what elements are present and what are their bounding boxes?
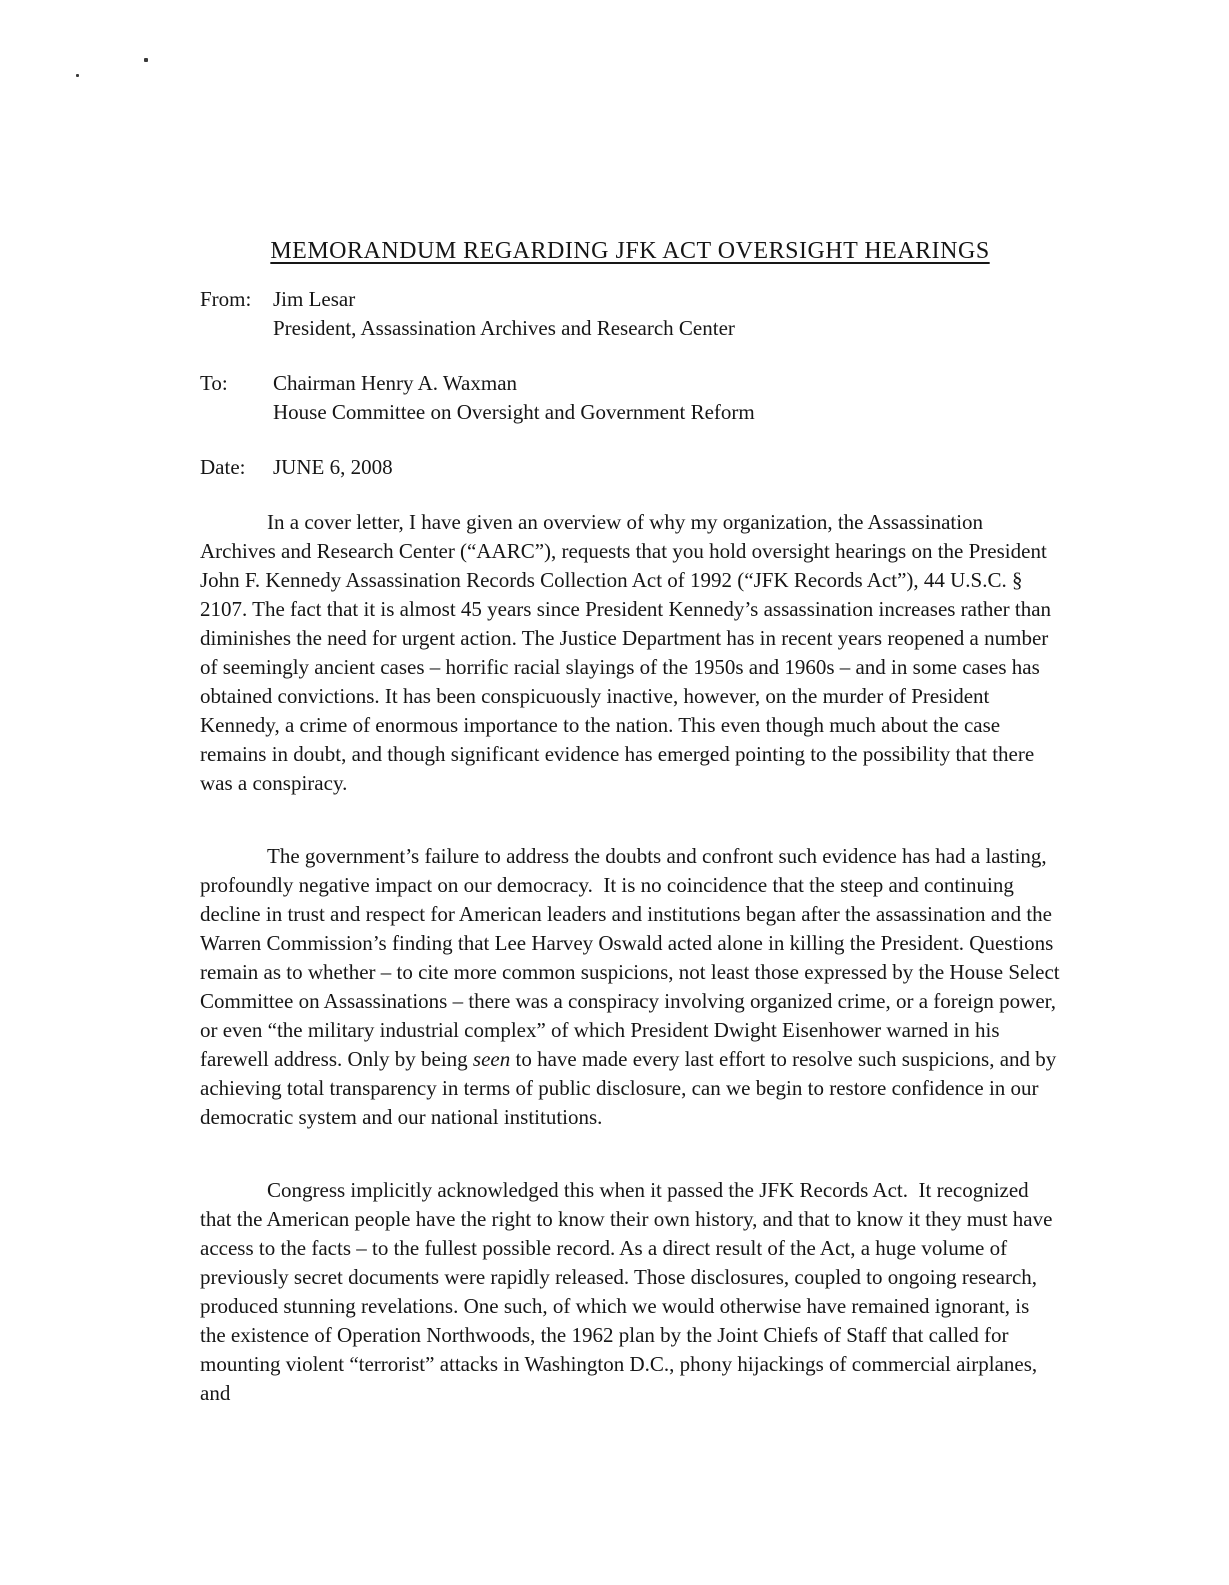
field-value: [273, 453, 1060, 482]
field-value-line: Chairman Henry A. Waxman: [273, 371, 518, 395]
field-label: From:: [200, 287, 252, 311]
field-value-line: JUNE 6, 2008: [273, 455, 393, 479]
paragraph-text: The government’s failure to address the doubts and confront such evidence has had a lasting, profoundly negative impact on our democracy. It is no coincidence that the steep and continuing decline in trust and respect for American leaders and institutions began after the assassination and the Warren Commission’s finding that Lee Harvey Oswald acted alone in killing the President. Questions remain as to whether – to cite more common suspicions, not least those expressed by the House Select Committee on Assassinations – there was a conspiracy involving organized crime, or a foreign power, or even “the military industrial complex” of which President Dwight Eisenhower warned in his farewell address. Only by being: [200, 844, 1065, 1071]
paragraph-text: Congress implicitly acknowledged this when it passed the JFK Records Act. It recognized that the American people have the right to know their own history, and that to know it they must have access to the facts – to the fullest possible record. As a direct result of the Act, a huge volume of previously secret documents were rapidly released. Those disclosures, coupled to ongoing research, produced stunning revelations. One such, of which we would otherwise have remained ignorant, is the existence of Operation Northwoods, the 1962 plan by the Joint Chiefs of Staff that called for mounting violent “terrorist” attacks in Washington D.C., phony hijackings of commercial airplanes, and: [200, 1178, 1058, 1405]
memo-header-fields: [200, 285, 1060, 482]
memo-title: MEMORANDUM REGARDING JFK ACT OVERSIGHT HEARINGS: [270, 238, 990, 264]
field-label: Date:: [200, 455, 246, 479]
memo-field: [200, 285, 1060, 343]
memo-field: [200, 453, 1060, 482]
field-value: [273, 285, 1060, 343]
field-value: [273, 369, 1060, 427]
field-label: To:: [200, 371, 228, 395]
field-value-line: President, Assassination Archives and Research Center: [273, 316, 735, 340]
memo-body: [200, 508, 1065, 1408]
memo-field: [200, 369, 1060, 427]
paragraph: [200, 508, 1060, 798]
paragraph: [200, 842, 1065, 1132]
scan-speck: [76, 74, 79, 77]
field-value-line: Jim Lesar: [273, 287, 356, 311]
paragraph: [200, 1176, 1060, 1408]
paragraph-text: In a cover letter, I have given an overview of why my organization, the Assassination Archives and Research Center (“AARC”), requests that you hold oversight hearings on the President John F. Kennedy Assassination Records Collection Act of 1992 (“JFK Records Act”), 44 U.S.C. § 2107. The fact that it is almost 45 years since President Kennedy’s assassination increases rather than diminishes the need for urgent action. The Justice Department has in recent years reopened a number of seemingly ancient cases – horrific racial slayings of the 1950s and 1960s – and in some cases has obtained convictions. It has been conspicuously inactive, however, on the murder of President Kennedy, a crime of enormous importance to the nation. This even though much about the case remains in doubt, and though significant evidence has emerged pointing to the possibility that there was a conspiracy.: [200, 510, 1057, 795]
italic-emphasis: seen: [472, 1047, 511, 1071]
paragraph-text: to have made every last effort to resolve such suspicions, and by achieving total transparency in terms of public disclosure, can we begin to restore confidence in our democratic system and our national institutions.: [200, 1047, 1062, 1129]
scan-speck: [144, 58, 148, 62]
field-value-line: House Committee on Oversight and Government Reform: [273, 400, 755, 424]
